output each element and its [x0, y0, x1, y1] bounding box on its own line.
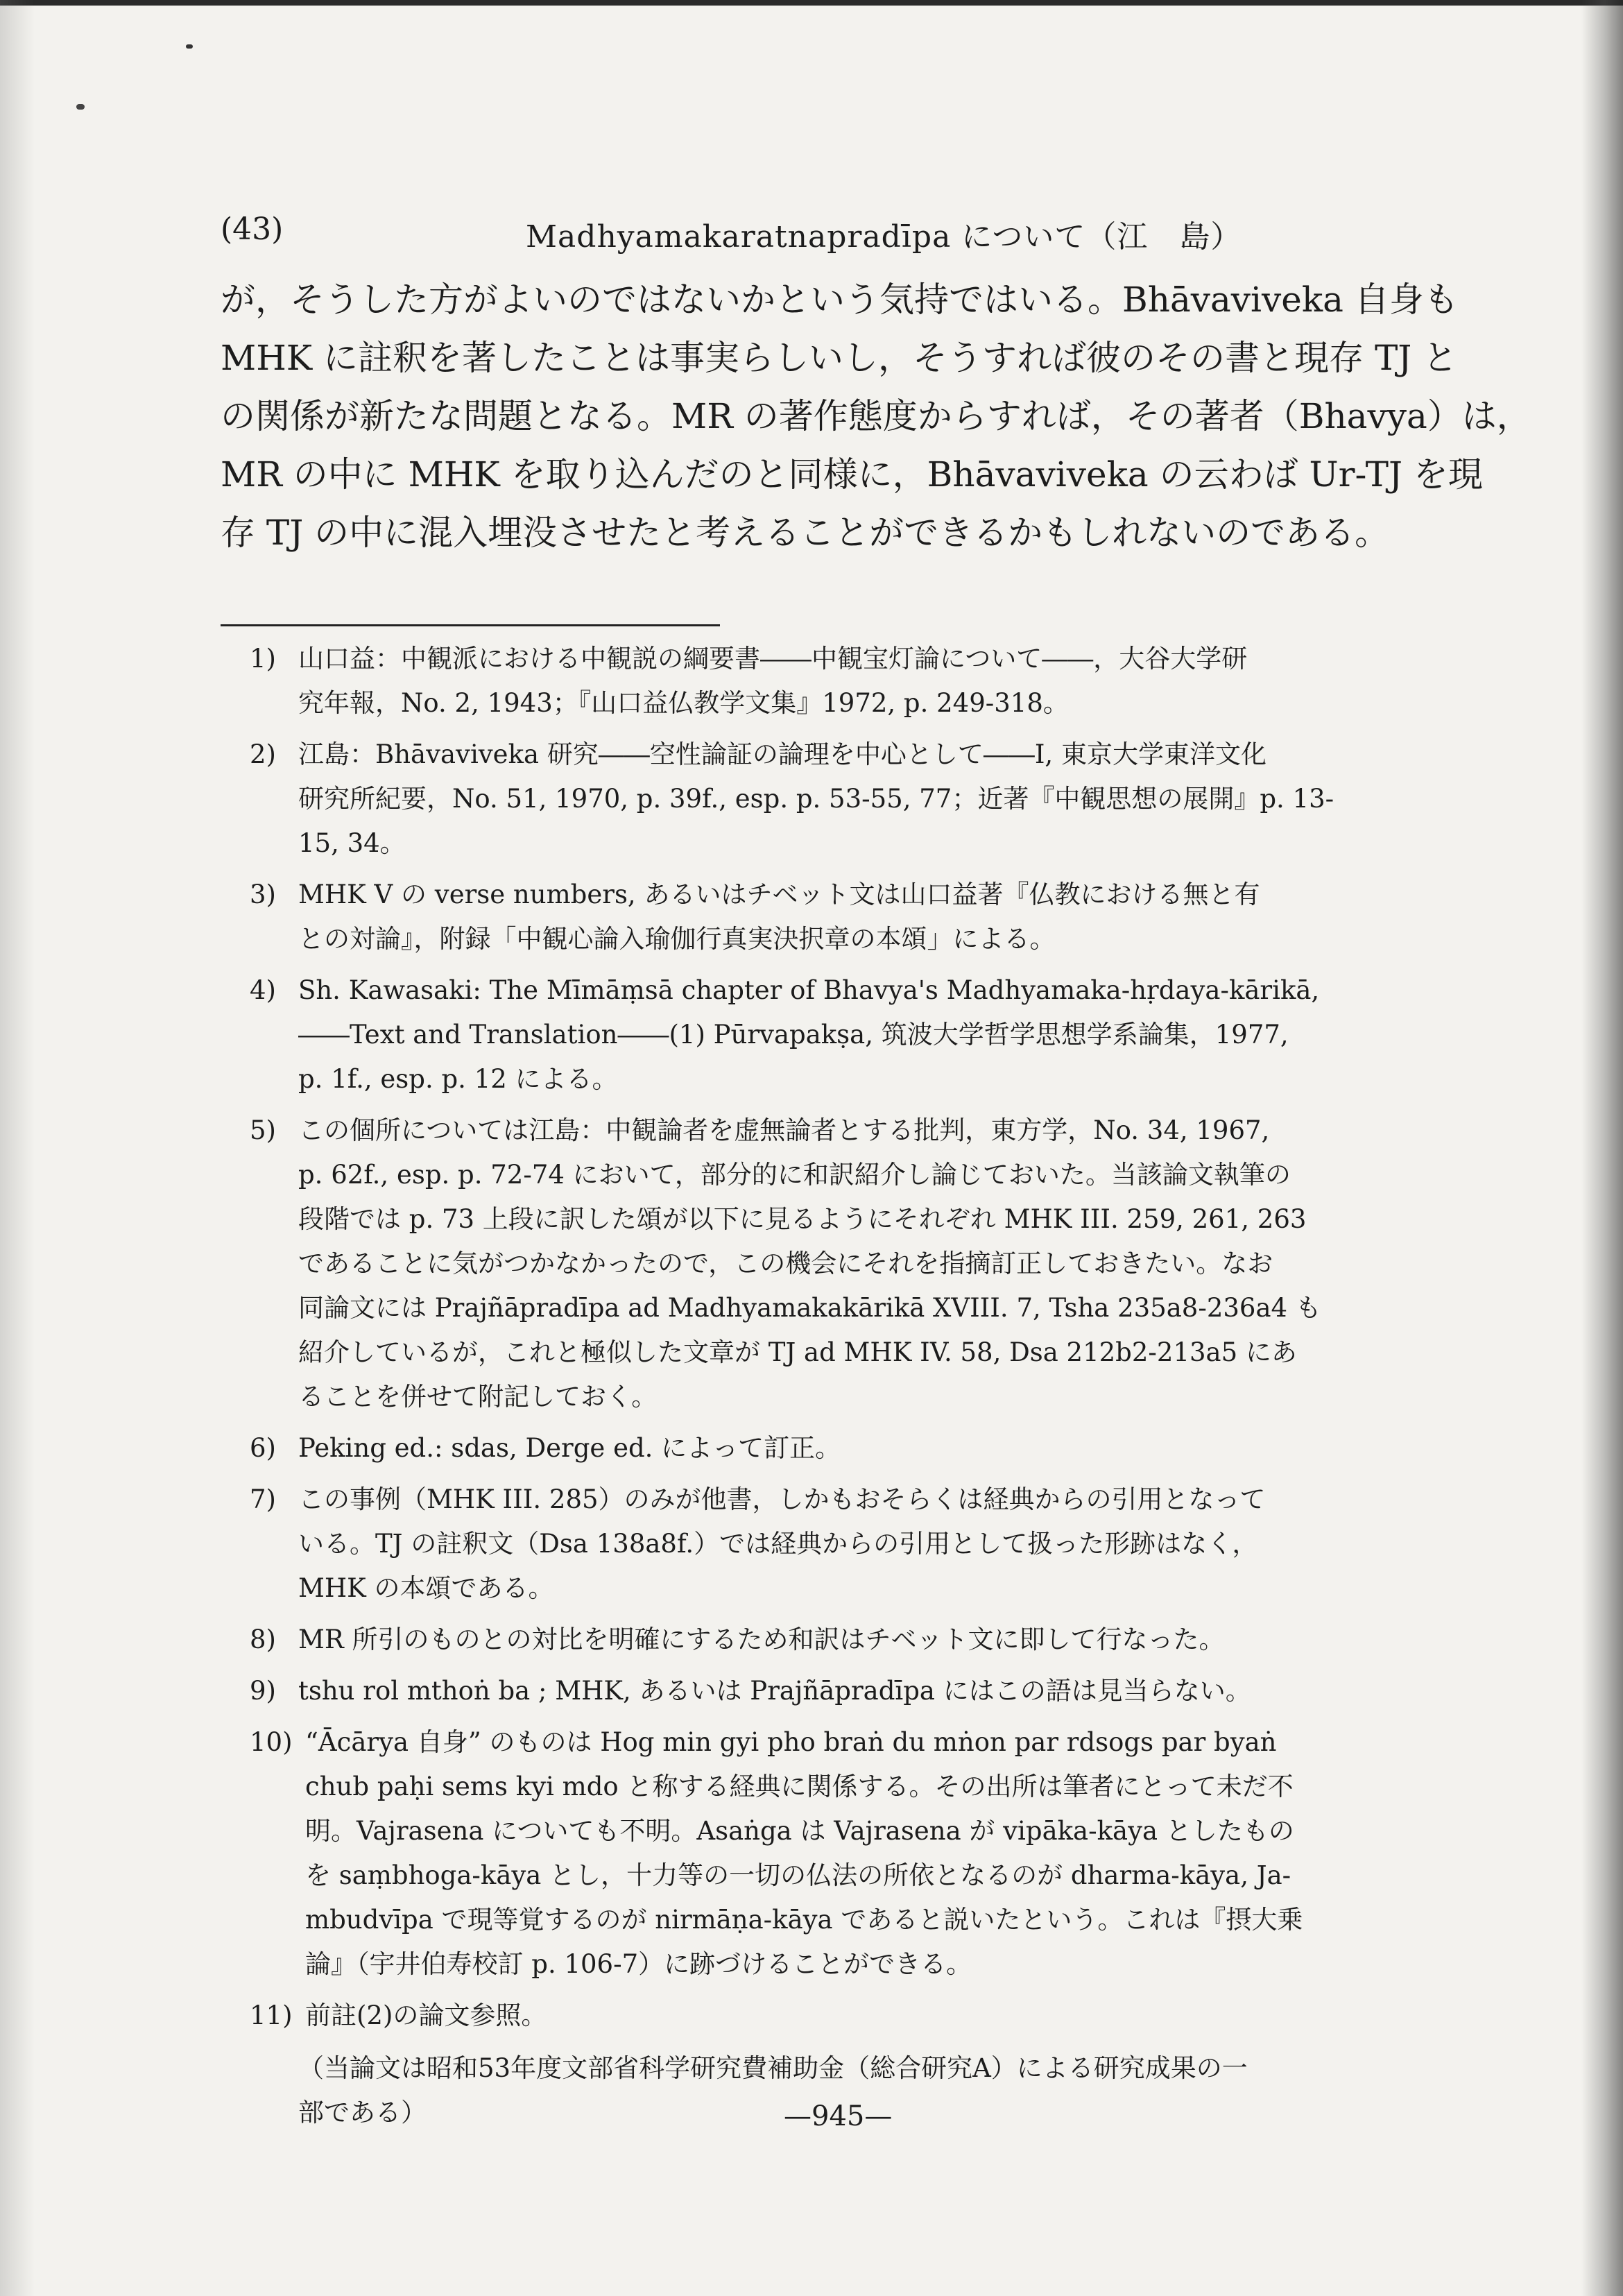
body-line: の関係が新たな問題となる。MR の著作態度からすれば，その著者（Bhavya）は，	[221, 396, 1531, 436]
footnote-line: “Ācārya 自身” のものは Hog min gyi pho braṅ du mṅon par rdsogs par byaṅ	[305, 1727, 1277, 1757]
scan-right-shadow	[1581, 0, 1623, 2296]
footnote-line: 段階では p. 73 上段に訳した頌が以下に見るようにそれぞれ MHK III. 259, 261, 263	[298, 1204, 1307, 1234]
body-line: MR の中に MHK を取り込んだのと同様に，Bhāvaviveka の云わば Ur-TJ を現	[221, 454, 1483, 495]
footnote-number: 4)	[250, 975, 276, 1005]
footnote-line: 江島：Bhāvaviveka 研究――空性論証の論理を中心として――I, 東京大学東洋文化	[298, 739, 1266, 769]
footnote-line: ――Text and Translation――(1) Pūrvapakṣa, 筑波大学哲学思想学系論集，1977,	[298, 1020, 1289, 1050]
footnote-number: 8)	[250, 1625, 276, 1654]
footnote-number: 11)	[250, 2001, 293, 2030]
footnote-line: 研究所紀要，No. 51, 1970, p. 39f., esp. p. 53-55, 77；近著『中観思想の展開』p. 13-	[298, 784, 1334, 814]
footnote-line: 前註(2)の論文参照。	[305, 2001, 547, 2030]
footnote-line: tshu rol mthoṅ ba ; MHK, あるいは Prajñāpradīpa にはこの語は見当らない。	[298, 1676, 1251, 1706]
page-header	[221, 212, 1441, 253]
footnote-line: 15, 34。	[298, 828, 406, 858]
scan-speck	[186, 44, 193, 49]
footnote	[250, 968, 1470, 1102]
acknowledgement-line: （当論文は昭和53年度文部省科学研究費補助金（総合研究A）による研究成果の一	[298, 2053, 1248, 2083]
footnote-line: 究年報，No. 2, 1943；『山口益仏教学文集』1972, p. 249-318。	[298, 688, 1069, 718]
footnote	[250, 1994, 1470, 2038]
footnote-line: MHK の本頌である。	[298, 1573, 554, 1603]
footnote-line: chub paḥi sems kyi mdo と称する経典に関係する。その出所は筆者にとって未だ不	[305, 1772, 1294, 1801]
footnote	[250, 873, 1470, 961]
footnote-line: この事例（MHK III. 285）のみが他書，しかもおそらくは経典からの引用となって	[298, 1484, 1266, 1514]
scan-top-edge	[0, 0, 1623, 6]
footnote-line: との対論』，附録「中観心論入瑜伽行真実決択章の本頌」による。	[298, 924, 1056, 954]
footnote-line: いる。TJ の註釈文（Dsa 138a8f.）では経典からの引用として扱った形跡はなく，	[298, 1529, 1258, 1559]
footnote-number: 1)	[250, 644, 276, 674]
footnote-line: mbudvīpa で現等覚するのが nirmāṇa-kāya であると説いたという。これは『摂大乗	[305, 1905, 1303, 1935]
footnote-number: 7)	[250, 1484, 276, 1514]
footnote	[250, 637, 1470, 726]
footnote-line: Peking ed.: sdas, Derge ed. によって訂正。	[298, 1433, 841, 1463]
footnote-line: 論』（宇井伯寿校訂 p. 106-7）に跡づけることができる。	[305, 1949, 972, 1979]
footnote	[250, 1669, 1470, 1713]
footnote	[250, 1108, 1470, 1419]
footnote-number: 3)	[250, 880, 276, 909]
footnote-line: MHK V の verse numbers, あるいはチベット文は山口益著『仏教における無と有	[298, 880, 1260, 909]
footnote-line: 紹介しているが，これと極似した文章が TJ ad MHK IV. 58, Dsa 212b2-213a5 にあ	[298, 1337, 1297, 1367]
acknowledgement-line: 部である）	[298, 2098, 427, 2127]
scan-speck	[76, 104, 85, 110]
footnote-line: 明。Vajrasena についても不明。Asaṅga は Vajrasena が vipāka-kāya としたもの	[305, 1816, 1294, 1846]
footnote	[250, 1720, 1470, 1987]
footnote-line: MR 所引のものとの対比を明確にするため和訳はチベット文に即して行なった。	[298, 1625, 1225, 1654]
footnote-line: この個所については江島：中観論者を虚無論者とする批判，東方学，No. 34, 1967,	[298, 1115, 1270, 1145]
body-line: が，そうした方がよいのではないかという気持ではいる。Bhāvaviveka 自身も	[221, 280, 1459, 320]
footnote	[250, 1618, 1470, 1662]
body-line: 存 TJ の中に混入埋没させたと考えることができるかもしれないのである。	[221, 513, 1390, 553]
footnote-line: 同論文には Prajñāpradīpa ad Madhyamakakārikā XVIII. 7, Tsha 235a8-236a4 も	[298, 1293, 1321, 1323]
footnote-line: Sh. Kawasaki: The Mīmāṃsā chapter of Bhavya's Madhyamaka-hṛdaya-kārikā,	[298, 975, 1320, 1005]
footnotes	[250, 637, 1470, 2135]
footnote-line: p. 62f., esp. p. 72-74 において，部分的に和訳紹介し論じておいた。当該論文執筆の	[298, 1160, 1291, 1190]
footnote-number: 9)	[250, 1676, 276, 1706]
footnote-line: p. 1f., esp. p. 12 による。	[298, 1064, 618, 1094]
footnote-number: 2)	[250, 739, 276, 769]
running-title: Madhyamakaratnapradīpa について（江 島）	[526, 219, 1242, 255]
footnote-number: 5)	[250, 1115, 276, 1145]
header-page-number: (43)	[221, 212, 284, 247]
footnote	[250, 733, 1470, 866]
footnote-line: であることに気がつかなかったので，この機会にそれを指摘訂正しておきたい。なお	[298, 1249, 1273, 1278]
body-line: MHK に註釈を著したことは事実らしいし，そうすれば彼のその書と現存 TJ と	[221, 338, 1458, 378]
footnote-number: 10)	[250, 1727, 293, 1757]
footnote-line: を saṃbhoga-kāya とし，十力等の一切の仏法の所依となるのが dharma-kāya, Ja-	[305, 1860, 1291, 1890]
scan-left-shadow	[0, 0, 35, 2296]
body-paragraph	[221, 271, 1531, 562]
footnote-number: 6)	[250, 1433, 276, 1463]
footnote-divider	[221, 624, 720, 626]
footnote-line: 山口益：中観派における中観説の綱要書――中観宝灯論について――，大谷大学研	[298, 644, 1248, 674]
footnote	[250, 1477, 1470, 1611]
footnote-line: ることを併せて附記しておく。	[298, 1382, 658, 1412]
footnote	[250, 1426, 1470, 1471]
page-folio: —945—	[784, 2100, 893, 2132]
